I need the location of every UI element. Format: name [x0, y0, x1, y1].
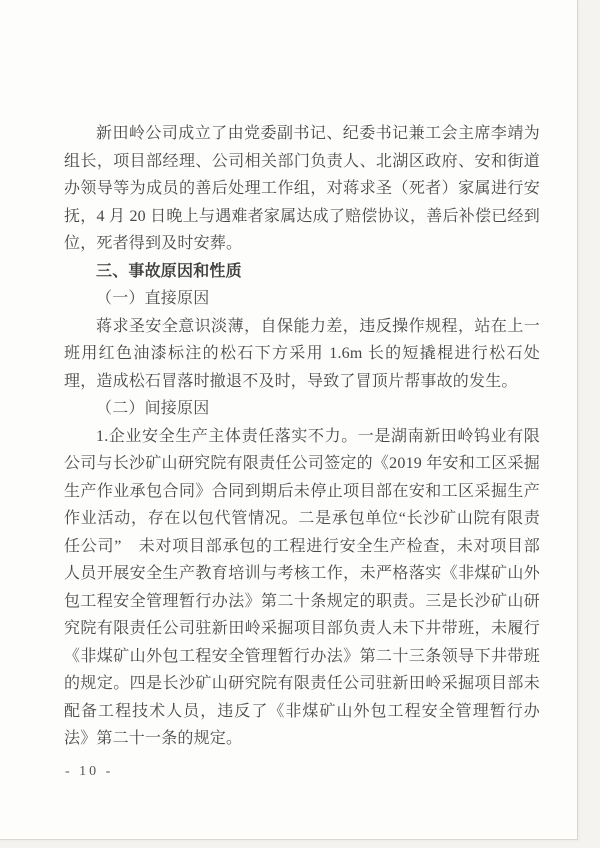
page-number: - 10 - [65, 764, 114, 779]
paragraph-aftermath: 新田岭公司成立了由党委副书记、纪委书记兼工会主席李靖为组长，项目部经理、公司相关部门负责人、北湖区政府、安和街道办领导等为成员的善后处理工作组，对蒋求圣（死者）家属进行安抚，4 月 20 日晚上与遇难者家属达成了赔偿协议，善后补偿已经到位，死者得到及时安葬。 [64, 125, 540, 252]
document-body [64, 120, 540, 753]
paragraph-direct-cause: 蒋求圣安全意识淡薄，自保能力差，违反操作规程，站在上一班用红色油漆标注的松石下方采用 1.6m 长的短撬棍进行松石处理，造成松石冒落时撤退不及时，导致了冒顶片帮事故的发生。 [64, 317, 540, 390]
paragraph-indirect-cause: 1.企业安全生产主体责任落实不力。一是湖南新田岭钨业有限公司与长沙矿山研究院有限责任公司签定的《2019 年安和工区采掘生产作业承包合同》合同到期后未停止项目部在安和工区采掘生产作业活动，存在以包代管情况。二是承包单位“长沙矿山院有限责任公司” 未对项目部承包的工程进行安全生产检查，未对项目部人员开展安全生产教育培训与考核工作，未严格落实《非煤矿山外包工程安全管理暂行办法》第二十条规定的职责。三是长沙矿山研究院有限责任公司驻新田岭采掘项目部负责人未下井带班，未履行《非煤矿山外包工程安全管理暂行办法》第二十三条领导下井带班的规定。四是长沙矿山研究院有限责任公司驻新田岭采掘项目部未配备工程技术人员，违反了《非煤矿山外包工程安全管理暂行办法》第二十一条的规定。 [64, 427, 540, 747]
subheading-indirect-cause: （二）间接原因 [96, 400, 210, 417]
subheading-direct-cause: （一）直接原因 [96, 290, 210, 307]
section-heading-accident-causes: 三、事故原因和性质 [96, 262, 242, 280]
